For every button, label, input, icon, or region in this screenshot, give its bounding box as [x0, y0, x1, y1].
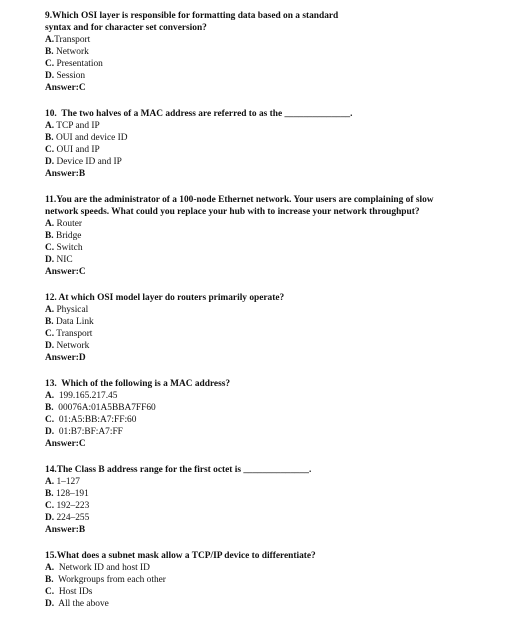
option-text: Data Link — [53, 317, 94, 327]
option-letter: B. — [45, 317, 54, 327]
option-a — [45, 476, 515, 488]
option-b — [45, 574, 515, 586]
option-text: Session — [54, 71, 86, 81]
question-10 — [45, 108, 515, 180]
option-a — [45, 304, 515, 316]
option-a — [45, 562, 515, 574]
option-text: 128–191 — [53, 489, 89, 499]
question-15 — [45, 550, 515, 610]
option-text: NIC — [54, 255, 73, 265]
option-text: 199.165.217.45 — [54, 391, 118, 401]
option-letter: A. — [45, 219, 55, 229]
option-b — [45, 46, 515, 58]
option-d — [45, 254, 515, 266]
option-letter: D. — [45, 341, 55, 351]
option-a — [45, 34, 515, 46]
option-text: Device ID and IP — [54, 157, 122, 167]
question-text-line: 11.You are the administrator of a 100-node Ethernet network. Your users are complaining of slow — [45, 195, 434, 205]
question-text-line: 12. At which OSI model layer do routers primarily operate? — [45, 293, 285, 303]
option-text: 01:A5:BB:A7:FF:60 — [54, 415, 137, 425]
option-letter: B. — [45, 575, 54, 585]
answer-line: Answer:B — [45, 525, 86, 535]
option-letter: C. — [45, 243, 55, 253]
option-letter: B. — [45, 403, 54, 413]
answer-line: Answer:C — [45, 267, 86, 277]
option-text: Network ID and host ID — [54, 563, 150, 573]
option-letter: A. — [45, 391, 55, 401]
option-letter: D. — [45, 599, 55, 609]
question-text-line: syntax and for character set conversion? — [45, 23, 207, 33]
option-text: 1–127 — [54, 477, 80, 487]
option-letter: A. — [45, 35, 55, 45]
answer-line: Answer:B — [45, 169, 86, 179]
question-14 — [45, 464, 515, 536]
question-11 — [45, 194, 515, 278]
option-letter: B. — [45, 489, 54, 499]
option-text: OUI and device ID — [53, 133, 128, 143]
question-text-line: network speeds. What could you replace your hub with to increase your network throughput? — [45, 207, 420, 217]
option-text: Physical — [54, 305, 89, 315]
option-text: Switch — [54, 243, 83, 253]
option-letter: C. — [45, 587, 55, 597]
option-c — [45, 414, 515, 426]
option-b — [45, 132, 515, 144]
option-text: All the above — [54, 599, 109, 609]
option-letter: D. — [45, 255, 55, 265]
option-letter: B. — [45, 133, 54, 143]
option-text: Transport — [54, 329, 93, 339]
option-text: 01:B7:BF:A7:FF — [54, 427, 123, 437]
option-letter: B. — [45, 231, 54, 241]
option-text: Bridge — [53, 231, 82, 241]
option-d — [45, 512, 515, 524]
option-text: Network — [54, 341, 90, 351]
question-13 — [45, 378, 515, 450]
option-a — [45, 390, 515, 402]
option-letter: C. — [45, 145, 55, 155]
option-text: OUI and IP — [54, 145, 100, 155]
question-9 — [45, 10, 515, 94]
option-letter: C. — [45, 329, 55, 339]
option-c — [45, 500, 515, 512]
option-c — [45, 586, 515, 598]
option-b — [45, 230, 515, 242]
answer-line: Answer:C — [45, 83, 86, 93]
question-text-line: 10. The two halves of a MAC address are referred to as the ______________. — [45, 109, 353, 119]
option-letter: D. — [45, 513, 55, 523]
question-text-line: 14.The Class B address range for the first octet is ______________. — [45, 465, 312, 475]
quiz-page — [45, 10, 515, 624]
option-text: Router — [54, 219, 82, 229]
question-text-line: 9.Which OSI layer is responsible for formatting data based on a standard — [45, 11, 339, 21]
option-text: 00076A:01A5BBA7FF60 — [53, 403, 156, 413]
option-b — [45, 402, 515, 414]
option-text: 192–223 — [54, 501, 90, 511]
option-letter: A. — [45, 563, 55, 573]
option-b — [45, 488, 515, 500]
option-letter: D. — [45, 157, 55, 167]
option-letter: B. — [45, 47, 54, 57]
option-text: Host IDs — [54, 587, 93, 597]
option-b — [45, 316, 515, 328]
option-c — [45, 328, 515, 340]
option-letter: C. — [45, 501, 55, 511]
option-text: Presentation — [54, 59, 103, 69]
option-text: Network — [53, 47, 89, 57]
option-letter: D. — [45, 427, 55, 437]
option-letter: A. — [45, 477, 55, 487]
option-letter: D. — [45, 71, 55, 81]
option-letter: C. — [45, 59, 55, 69]
option-a — [45, 218, 515, 230]
option-text: Transport — [54, 35, 91, 45]
option-text: TCP and IP — [54, 121, 100, 131]
option-a — [45, 120, 515, 132]
question-text-line: 13. Which of the following is a MAC address? — [45, 379, 231, 389]
option-letter: A. — [45, 121, 55, 131]
option-text: 224–255 — [54, 513, 90, 523]
option-letter: C. — [45, 415, 55, 425]
option-d — [45, 156, 515, 168]
option-c — [45, 144, 515, 156]
option-d — [45, 70, 515, 82]
option-c — [45, 58, 515, 70]
option-text: Workgroups from each other — [53, 575, 166, 585]
answer-line: Answer:C — [45, 439, 86, 449]
option-d — [45, 598, 515, 610]
option-d — [45, 340, 515, 352]
option-letter: A. — [45, 305, 55, 315]
question-text-line: 15.What does a subnet mask allow a TCP/IP device to differentiate? — [45, 551, 316, 561]
option-c — [45, 242, 515, 254]
option-d — [45, 426, 515, 438]
answer-line: Answer:D — [45, 353, 86, 363]
question-12 — [45, 292, 515, 364]
